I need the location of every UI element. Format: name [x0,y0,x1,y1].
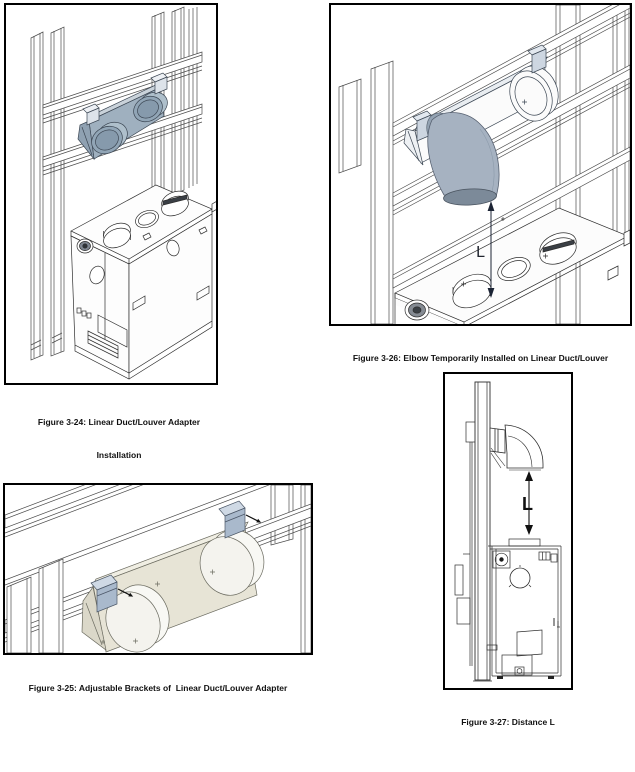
figure-3-27-caption [413,695,603,772]
unit-side-spigot [405,300,429,320]
caption-line: Figure 3-27: Distance L [461,717,555,727]
caption-line: Figure 3-24: Linear Duct/Louver Adapter [37,417,201,427]
figure-3-27-drawing [445,374,571,688]
distance-label: L [476,244,485,261]
unit-terminal-block [539,552,557,562]
unit-access-panel [517,630,542,656]
caption-line: Installation [96,450,142,460]
figure-3-25-drawing [5,485,311,653]
ventilation-unit [71,185,216,379]
wall-studs-left [31,27,64,360]
unit-top-collar [509,539,540,546]
wall-section [455,382,492,681]
adjustment-arrow-right [246,515,261,523]
distance-label: L [522,494,533,514]
caption-line: Figure 3-25: Adjustable Brackets of Linear Duct/Louver Adapter [28,683,288,693]
figure-3-24-caption [0,395,238,483]
figure-3-25-caption [3,661,313,738]
ventilation-unit-side-view [487,539,561,679]
unit-side-port [509,565,531,588]
figure-3-24-drawing [6,5,216,383]
figure-3-26-frame [329,3,632,326]
dimension-arrow [522,471,533,535]
figure-3-25-frame [3,483,313,655]
wall-studs-left [7,559,63,653]
figure-3-24-frame [4,3,218,385]
unit-side-spigot [77,239,93,253]
unit-fan-housing [493,551,510,568]
caption-line: Figure 3-26: Elbow Temporarily Installed on Linear Duct/Louver [352,353,609,363]
wall-stud [475,382,490,680]
figure-3-27-frame [443,372,573,690]
figure-3-26-drawing [331,5,630,324]
duct-elbow-side-view [490,425,543,470]
